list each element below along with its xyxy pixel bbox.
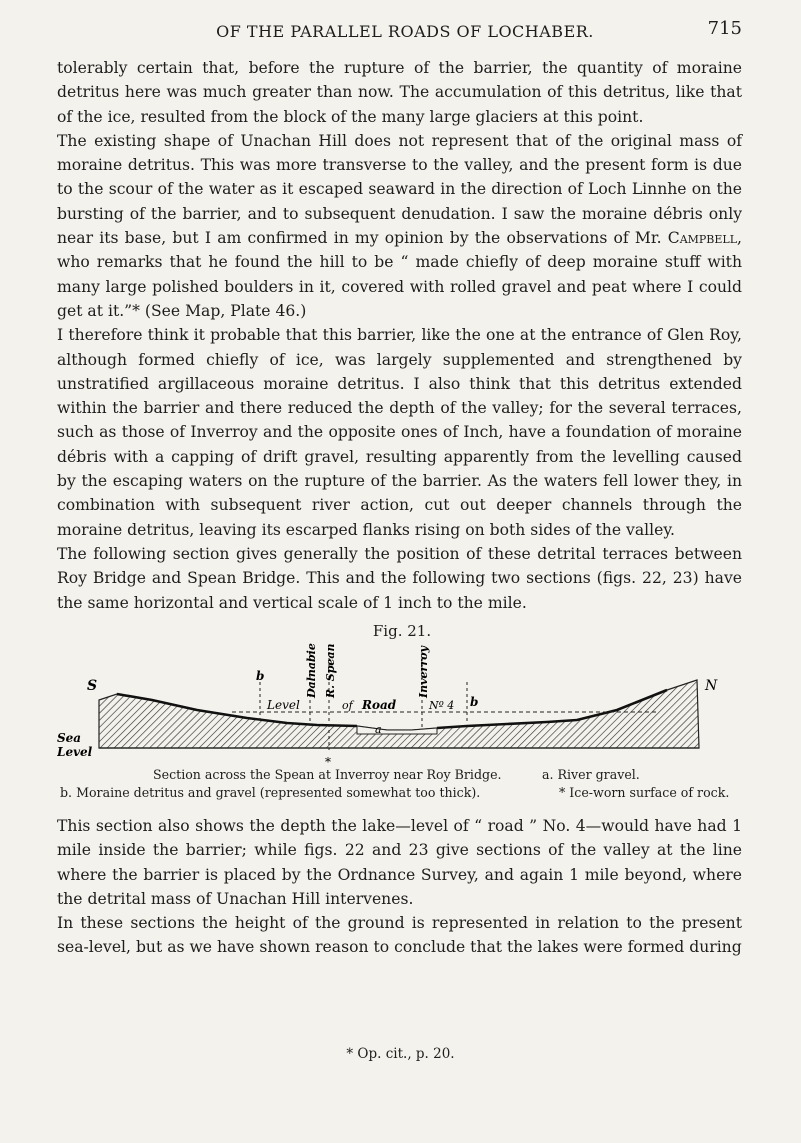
figure-caption: Section across the Spean at Inverroy near Roy Bridge. (153, 767, 502, 782)
body-text-upper (57, 56, 742, 615)
label-inverroy: Inverroy (417, 646, 430, 698)
paragraph-3: I therefore think it probable that this barrier, like the one at the entrance of Glen Roy, although formed chiefly of ice, was largely supplemented and strengthened by unstratified argillaceous moraine detritus. I also think that this detritus extended within the barrier and there reduced the depth of the valley; for the several terraces, such as those of Inverroy and the opposite ones of Inch, have a foundation of moraine débris with a capping of drift gravel, resulting apparently from the levelling caused by the escaping waters on the rupture of the barrier. As the waters fell lower they, in combination with subsequent river action, cut out deeper channels through the moraine detritus, leaving its escarped flanks rising on both sides of the valley. (57, 326, 742, 539)
body-text-lower (57, 814, 742, 960)
label-of: of (342, 699, 353, 712)
label-sea: Sea (57, 731, 82, 745)
ground-profile (99, 680, 699, 748)
label-a: a (375, 723, 382, 736)
river-gravel (357, 726, 437, 734)
label-s: S (87, 678, 98, 694)
paragraph-4: The following section gives generally the position of these detrital terraces between Roy Bridge and Spean Bridge. This and the following two sections (figs. 22, 23) have the same horizontal and vertical scale of 1 inch to the mile. (57, 544, 742, 612)
page-number: 715 (707, 18, 742, 39)
label-sea-level: Level (57, 745, 93, 759)
paragraph-5: This section also shows the depth the lake—level of “ road ” No. 4—would have had 1 mile inside the barrier; while figs. 22 and 23 give sections of the valley at the line where the barrier is placed by the Ordnance Survey, and again 1 mile beyond, where the detrital mass of Unachan Hill intervenes. (57, 817, 742, 908)
label-level: Level (267, 698, 300, 712)
section-diagram (57, 642, 747, 770)
running-title: OF THE PARALLEL ROADS OF LOCHABER. (216, 22, 594, 41)
paragraph-1: tolerably certain that, before the rupture of the barrier, the quantity of moraine detritus here was much greater than now. The accumulation of this detritus, like that of the ice, resulted from the block of the many large glaciers at this point. (57, 59, 742, 126)
label-star: * (325, 755, 331, 769)
paragraph-2-part-b: , who remarks that he found the hill to be “ made chiefly of deep moraine stuff with many large polished boulders in it, covered with rolled gravel and peat where I could get at it.”* (See Map, Plate 46.) (57, 229, 742, 320)
label-n: N (705, 678, 718, 694)
legend-b: b. Moraine detritus and gravel (represented somewhat too thick). (60, 785, 481, 800)
paragraph-6: In these sections the height of the ground is represented in relation to the present sea-level, but as we have shown reason to conclude that the lakes were formed during (57, 914, 742, 957)
label-b-right: b (470, 695, 479, 709)
author-name: Campbell (667, 229, 738, 248)
figure-legend (57, 766, 747, 802)
label-spean: R. Spean (324, 643, 337, 698)
legend-star: * Ice-worn surface of rock. (559, 785, 730, 800)
footnote: * Op. cit., p. 20. (346, 1046, 455, 1062)
figure-title: Fig. 21. (372, 622, 432, 640)
label-no4: Nº 4 (429, 699, 455, 712)
label-b-left: b (256, 669, 265, 683)
paragraph-2 (57, 129, 742, 323)
label-road: Road (362, 698, 397, 712)
figure-21 (57, 622, 747, 772)
running-head (70, 16, 740, 46)
legend-a: a. River gravel. (542, 767, 640, 782)
paragraph-2-part-a: The existing shape of Unachan Hill does not represent that of the original mass of moraine detritus. This was more transverse to the valley, and the present form is due to the scour of the water as it escaped seaward in the direction of Loch Linnhe on the bursting of the barrier, and to subsequent denudation. I saw the moraine débris only near its base, but I am confirmed in my opinion by the observations of Mr. (57, 131, 742, 248)
label-dalnabie: Dalnabie (305, 643, 318, 698)
